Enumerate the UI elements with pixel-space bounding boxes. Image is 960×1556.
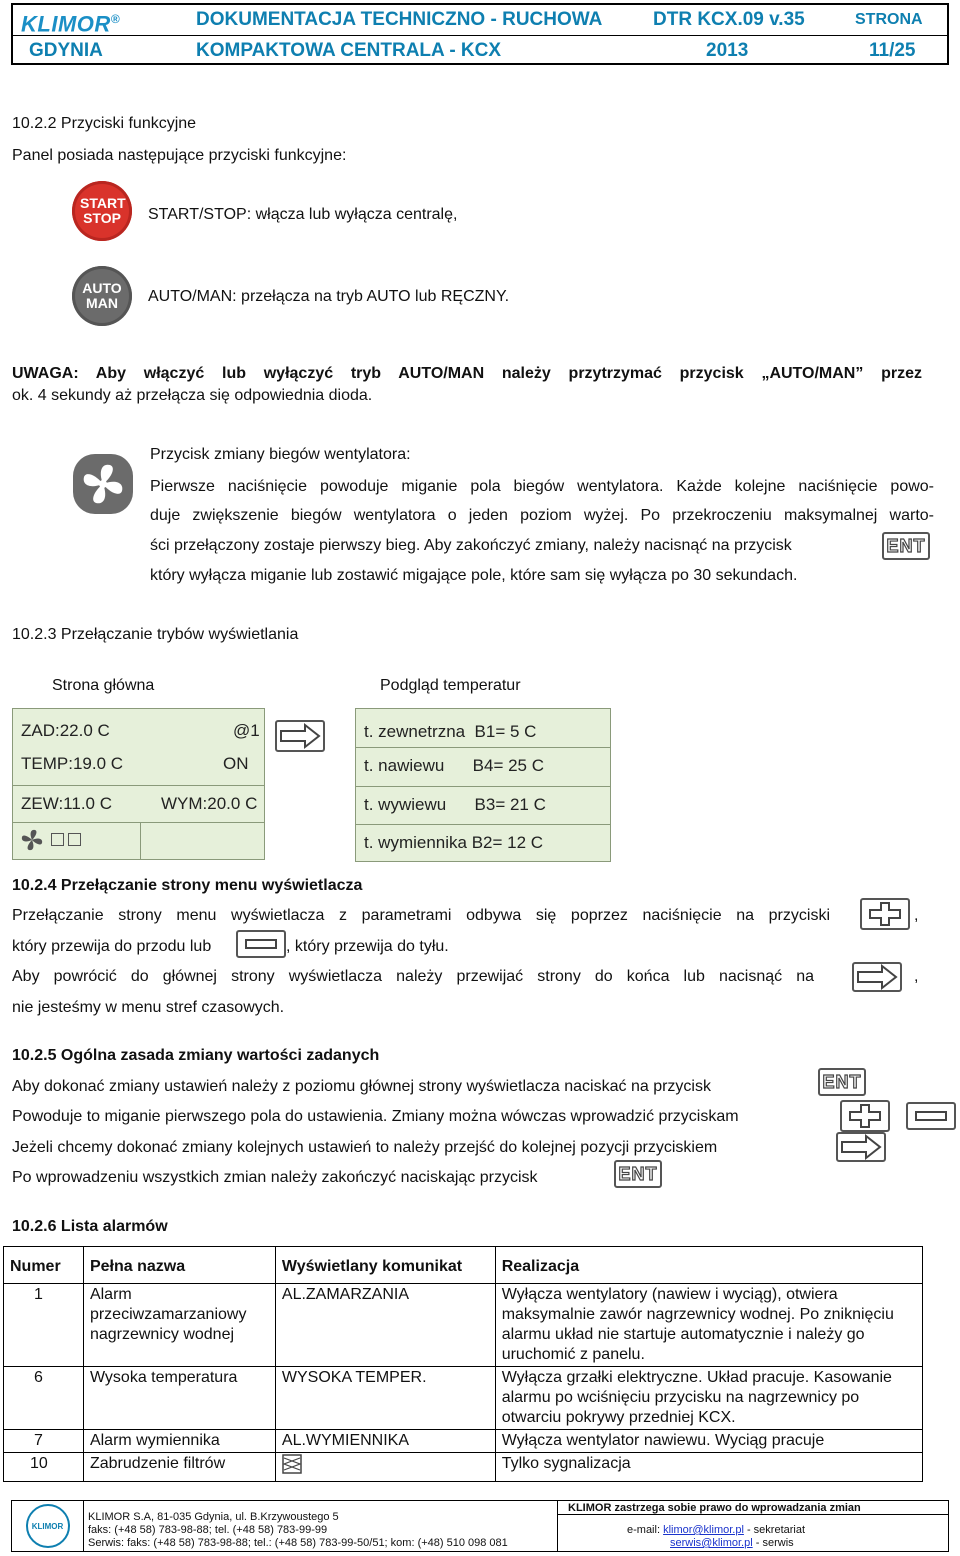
arrow-key-icon [836, 1132, 886, 1162]
email-link-serwis[interactable]: serwis@klimor.pl [670, 1537, 753, 1549]
section-heading-1022: 10.2.2 Przyciski funkcyjne [12, 115, 197, 132]
lcd-temp-row: t. nawiewu B4= 25 C [364, 756, 545, 775]
lcd-divider [356, 786, 610, 787]
alarm-message: AL.ZAMARZANIA [275, 1284, 495, 1367]
table-row [4, 1430, 923, 1453]
minus-key-icon [236, 930, 286, 958]
lcd-divider [13, 822, 264, 823]
filter-icon [282, 1454, 302, 1480]
menu-line-1: Przełączanie strony menu wyświetlacza z parametrami odbywa się poprzez naciśnięcie na przyciski [12, 907, 830, 924]
main-page-label: Strona główna [52, 677, 155, 694]
ent-key-icon [818, 1068, 866, 1096]
alarm-action: Wyłącza grzałki elektryczne. Układ pracuje. Kasowanie alarmu po wciśnięciu przycisku na nagrzewnicy po otwarciu pokrywy przedniej KCX. [495, 1367, 922, 1430]
menu-line-2a: który przewija do przodu lub [12, 938, 212, 955]
values-line-1: Aby dokonać zmiany ustawień należy z poziomu głównej strony wyświetlacza naciskać na przycisk [12, 1078, 711, 1095]
lcd-on: ON [223, 754, 249, 773]
lcd-divider [356, 747, 610, 748]
lcd-zew: ZEW:11.0 C [21, 794, 113, 813]
alarm-message-cell [275, 1453, 495, 1482]
minus-key-icon [906, 1102, 956, 1130]
alarms-table [3, 1246, 923, 1482]
alarm-name: Zabrudzenie filtrów [83, 1453, 275, 1482]
fan-title: Przycisk zmiany biegów wentylatora: [150, 446, 411, 463]
lcd-temp-row: t. zewnetrzna B1= 5 C [364, 722, 537, 741]
lcd-temp-row: t. wywiewu B3= 21 C [364, 795, 546, 814]
warning-line-2: ok. 4 sekundy aż przełącza się odpowiednia dioda. [12, 387, 373, 404]
menu-line-3: Aby powrócić do głównej strony wyświetlacza należy przewijać strony do końca lub nacisnąć na [12, 968, 814, 985]
arrow-key-icon [275, 720, 325, 752]
email-prefix: e-mail: [627, 1524, 664, 1536]
page-number: 11/25 [869, 40, 916, 61]
auto-man-icon-label: AUTO MAN [82, 280, 122, 311]
lcd-temp: TEMP:19.0 C [21, 754, 124, 773]
document-header [11, 3, 949, 65]
lcd-zad: ZAD:22.0 C [21, 721, 110, 740]
header-row-2 [13, 35, 947, 64]
section-heading-1024: 10.2.4 Przełączanie strony menu wyświetlacza [12, 877, 363, 894]
lcd-divider [13, 785, 264, 786]
menu-line-3-end: , [914, 968, 919, 985]
table-row [4, 1367, 923, 1430]
klimor-logo-icon [26, 1504, 70, 1548]
alarm-name: Alarm wymiennika [83, 1430, 275, 1453]
column-header: Wyświetlany komunikat [275, 1247, 495, 1284]
auto-man-description: AUTO/MAN: przełącza na tryb AUTO lub RĘCZNY. [148, 288, 510, 305]
lcd-fan-icon [19, 827, 45, 858]
page-label: STRONA [855, 11, 923, 28]
doc-title: DOKUMENTACJA TECHNICZNO - RUCHOWA [196, 9, 603, 30]
values-line-2: Powoduje to miganie pierwszego pola do ustawienia. Zmiany można wówczas wprowadzić przyciskam [12, 1108, 739, 1125]
footer-divider [557, 1501, 558, 1551]
document-footer [11, 1500, 949, 1552]
temps-page-label: Podgląd temperatur [380, 677, 521, 694]
fan-icon [72, 453, 134, 515]
table-row [4, 1453, 923, 1482]
plus-key-icon [860, 898, 910, 930]
footer-address-2: faks: (+48 58) 783-98-88; tel. (+48 58) 783-99-99 [88, 1524, 328, 1536]
ent-key-label: ENT [822, 1071, 862, 1092]
footer-address-3: Serwis: faks: (+48 58) 783-98-88; tel.: (+48 58) 783-99-50/51; kom: (+48) 510 098 081 [88, 1537, 508, 1549]
footer-email-2 [670, 1537, 794, 1550]
alarm-name: Wysoka temperatura [83, 1367, 275, 1430]
email-suffix: - serwis [752, 1537, 794, 1549]
footer-logo-cell [12, 1501, 84, 1551]
fan-line-3: ści przełączony zostaje pierwszy bieg. Aby zakończyć zmiany, należy nacisnąć na przycisk [150, 537, 792, 554]
buttons-intro: Panel posiada następujące przyciski funkcyjne: [12, 147, 347, 164]
product-name: KOMPAKTOWA CENTRALA - KCX [196, 40, 502, 61]
lcd-main-page [12, 708, 265, 860]
fan-line-4: który wyłącza miganie lub zostawić migające pole, które sam się wyłącza po 30 sekundach. [150, 567, 798, 584]
footer-address-1: KLIMOR S.A, 81-035 Gdynia, ul. B.Krzywoustego 5 [88, 1511, 339, 1523]
arrow-key-icon [852, 962, 902, 992]
alarm-number: 1 [4, 1284, 84, 1367]
section-heading-1026: 10.2.6 Lista alarmów [12, 1218, 168, 1235]
footer-logo-text: KLIMOR [31, 1521, 64, 1531]
lcd-temp-row: t. wymiennika B2= 12 C [364, 833, 544, 852]
menu-line-1-end: , [914, 907, 919, 924]
fan-line-1: Pierwsze naciśnięcie powoduje miganie pola biegów wentylatora. Każde kolejne naciśnięcie powo- [150, 478, 934, 495]
lcd-at: @1 [233, 721, 260, 740]
menu-line-4: nie jesteśmy w menu stref czasowych. [12, 999, 285, 1016]
start-stop-description: START/STOP: włącza lub wyłącza centralę, [148, 206, 458, 223]
footer-email-1 [627, 1524, 805, 1537]
auto-man-icon [72, 266, 132, 326]
ent-key-label: ENT [618, 1163, 658, 1184]
warning-line-1: UWAGA: Aby włączyć lub wyłączyć tryb AUTO/MAN należy przytrzymać przycisk „AUTO/MAN” przez [12, 365, 922, 382]
doc-code: DTR KCX.09 v.35 [653, 9, 805, 30]
alarm-number: 7 [4, 1430, 84, 1453]
alarm-message: WYSOKA TEMPER. [275, 1367, 495, 1430]
section-heading-1025: 10.2.5 Ogólna zasada zmiany wartości zadanych [12, 1047, 380, 1064]
alarm-message: AL.WYMIENNIKA [275, 1430, 495, 1453]
start-stop-icon [72, 181, 132, 241]
table-header-row [4, 1247, 923, 1284]
header-row-1 [13, 5, 947, 37]
brand-logo-text [21, 5, 121, 37]
alarm-action: Wyłącza wentylatory (nawiew i wyciąg), otwiera maksymalnie zawór nagrzewnicy wodnej. Po zniknięciu alarmu układ nie startuje automatycznie i należy go uruchomić z panelu. [495, 1284, 922, 1367]
values-line-4: Po wprowadzeniu wszystkich zmian należy zakończyć naciskając przycisk [12, 1169, 538, 1186]
alarm-name: Alarm przeciwzamarzaniowy nagrzewnicy wodnej [83, 1284, 275, 1367]
lcd-divider [356, 824, 610, 825]
section-heading-1023: 10.2.3 Przełączanie trybów wyświetlania [12, 626, 299, 643]
lcd-wym: WYM:20.0 C [161, 794, 258, 813]
email-suffix: - sekretariat [743, 1524, 806, 1536]
ent-key-label: ENT [886, 535, 926, 556]
lcd-speed-box [51, 833, 64, 846]
fan-line-2: duje zwiększenie biegów wentylatora o jeden poziom wyżej. Po przekroczeniu maksymalnej warto- [150, 507, 934, 524]
lcd-divider [140, 822, 141, 859]
alarm-number: 6 [4, 1367, 84, 1430]
lcd-speed-box [68, 833, 81, 846]
alarm-action: Wyłącza wentylator nawiewu. Wyciąg pracuje [495, 1430, 922, 1453]
menu-line-2b: , który przewija do tyłu. [286, 938, 449, 955]
alarm-action: Tylko sygnalizacja [495, 1453, 922, 1482]
year: 2013 [706, 40, 749, 61]
column-header: Numer [4, 1247, 84, 1284]
start-stop-icon-label: START STOP [80, 195, 126, 226]
footer-rights: KLIMOR zastrzega sobie prawo do wprowadzania zmian [568, 1502, 861, 1514]
column-header: Realizacja [495, 1247, 922, 1284]
values-line-3: Jeżeli chcemy dokonać zmiany kolejnych ustawień to należy przejść do kolejnej pozycji przyciskiem [12, 1139, 718, 1156]
brand-name: KLIMOR [21, 11, 111, 37]
email-link-sekretariat[interactable]: klimor@klimor.pl [663, 1524, 744, 1536]
alarm-number: 10 [4, 1453, 84, 1482]
brand-reg: ® [110, 12, 121, 26]
table-row [4, 1284, 923, 1367]
ent-key-icon [882, 532, 930, 560]
plus-key-icon [840, 1100, 890, 1132]
column-header: Pełna nazwa [83, 1247, 275, 1284]
ent-key-icon [614, 1160, 662, 1188]
city: GDYNIA [29, 40, 103, 61]
lcd-temperature-page [355, 708, 611, 862]
